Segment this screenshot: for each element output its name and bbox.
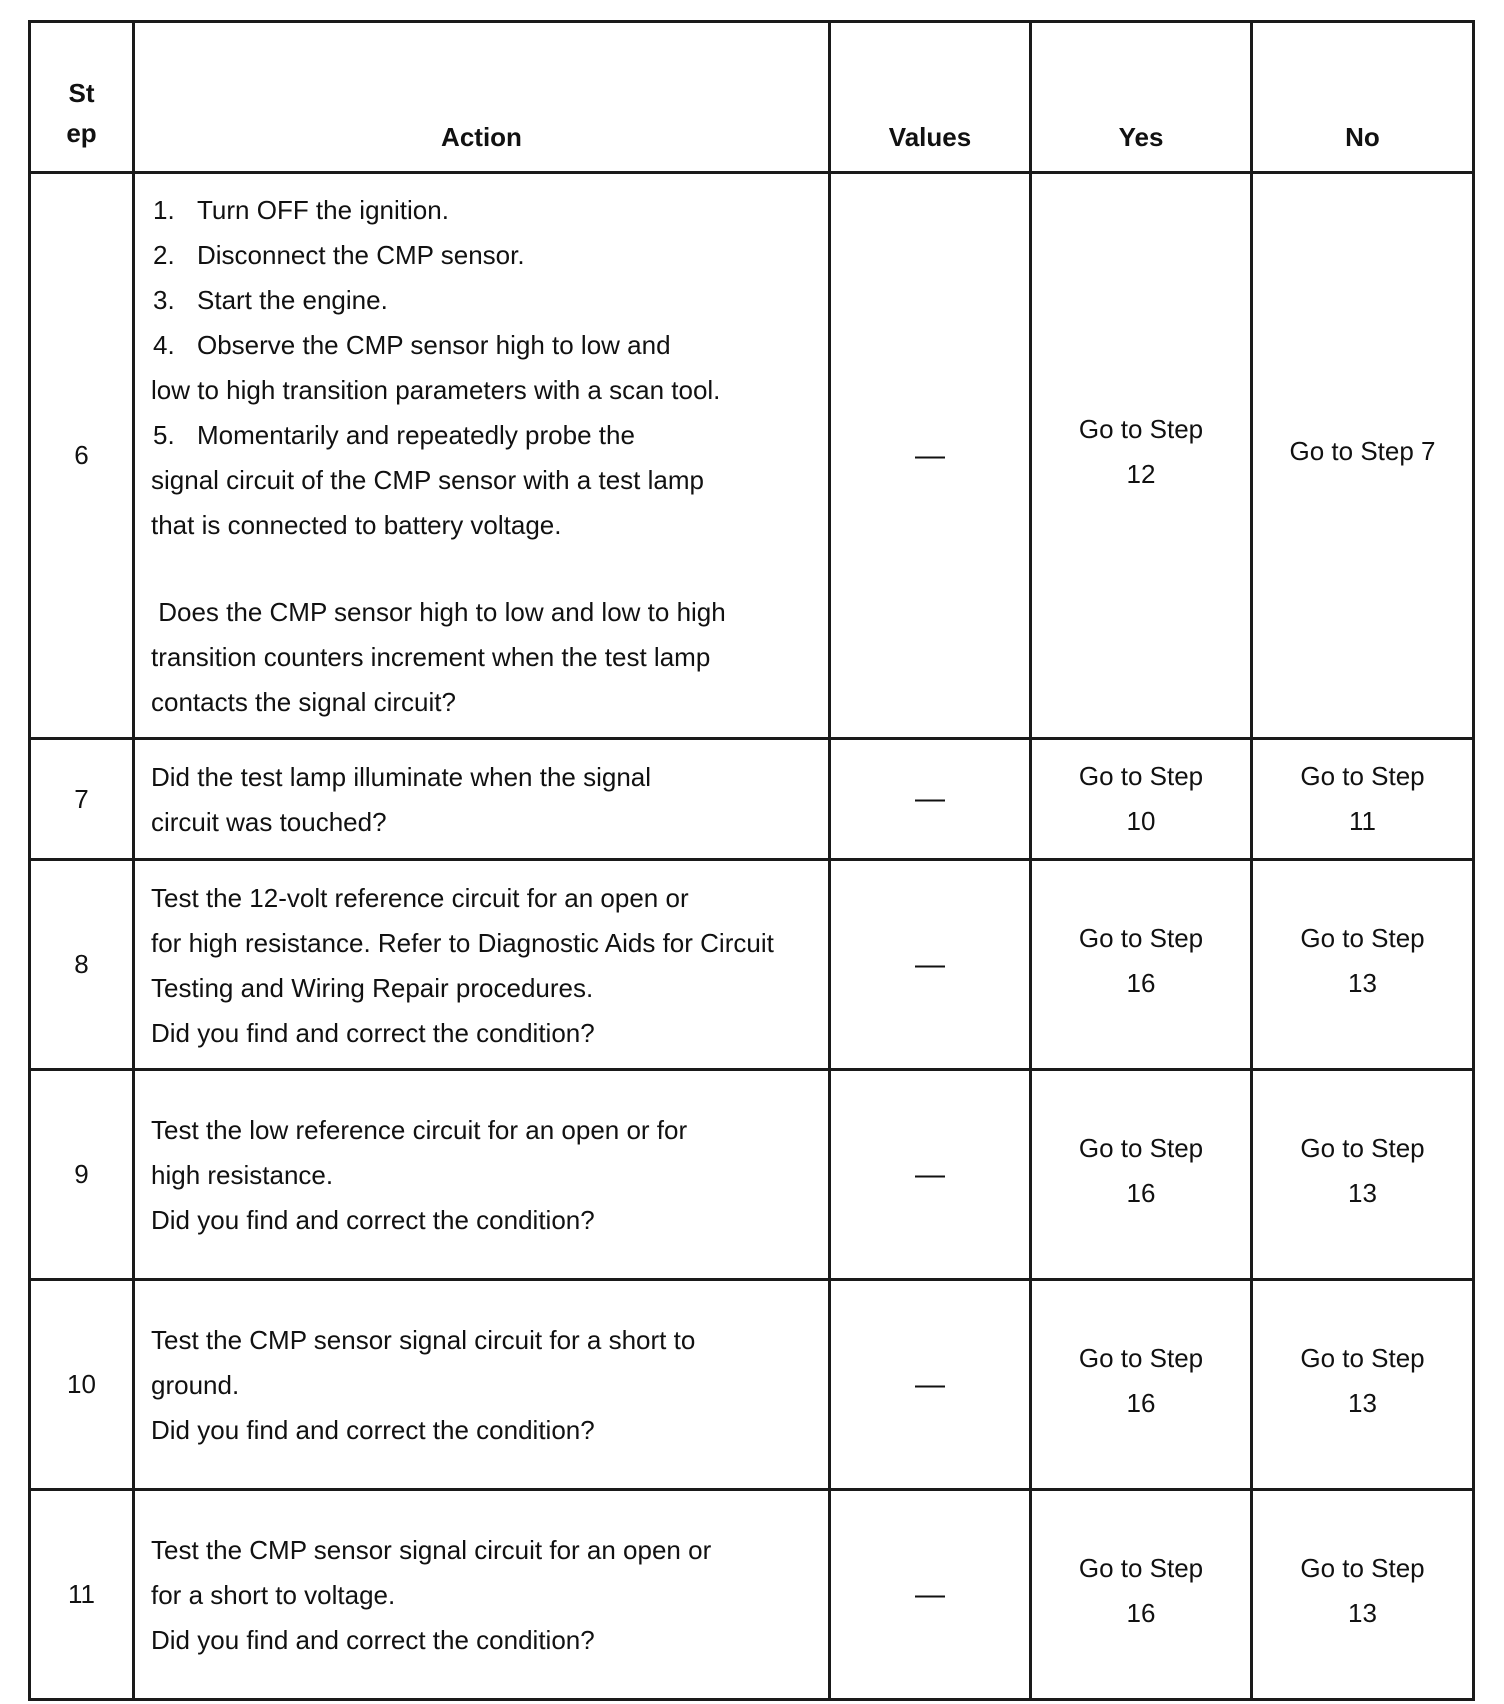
action-text-line: for a short to voltage. (151, 1580, 396, 1610)
step-number: 7 (30, 739, 134, 860)
action-list-item (151, 188, 812, 233)
no-cell (1252, 1490, 1474, 1700)
action-text-line: Did you find and correct the condition? (151, 1625, 595, 1655)
action-list-text: Turn OFF the ignition. (197, 195, 449, 225)
yes-text-line: 10 (1126, 806, 1156, 836)
action-text-line: circuit was touched? (151, 807, 387, 837)
action-text-line: transition counters increment when the test lamp (151, 642, 711, 672)
action-text-line: Did you find and correct the condition? (151, 1017, 595, 1048)
action-list-number: 2. (153, 240, 175, 270)
action-list-number: 3. (153, 285, 175, 315)
header-yes: Yes (1031, 22, 1252, 173)
action-text-line: Did you find and correct the condition? (151, 1205, 595, 1235)
no-text-line: 13 (1348, 1387, 1377, 1418)
yes-cell (1031, 1490, 1252, 1700)
yes-text-line: Go to Step (1078, 922, 1204, 953)
step-number: 6 (30, 173, 134, 739)
values-cell: — (830, 173, 1031, 739)
yes-text-line: 12 (1126, 458, 1156, 489)
no-text-line: 13 (1348, 967, 1377, 998)
no-cell (1252, 739, 1474, 860)
action-list-item (151, 323, 812, 368)
action-text-line: for high resistance. Refer to Diagnostic Aids for Circuit (151, 927, 774, 958)
no-text-line: Go to Step (1300, 1132, 1425, 1163)
yes-text-line: 16 (1126, 1387, 1156, 1418)
diagnostic-table-container (28, 20, 1472, 1701)
action-cell (134, 1490, 830, 1700)
action-text-line: Test the CMP sensor signal circuit for an open or (151, 1535, 712, 1565)
action-cell (134, 173, 830, 739)
action-spacer (151, 548, 812, 590)
action-list-number: 4. (153, 330, 175, 360)
yes-cell (1031, 860, 1252, 1070)
values-cell: — (830, 1280, 1031, 1490)
step-number: 8 (30, 860, 134, 1070)
action-text-line: Does the CMP sensor high to low and low to high (151, 597, 726, 627)
table-row (30, 860, 1474, 1070)
no-cell (1252, 1280, 1474, 1490)
values-cell: — (830, 1490, 1031, 1700)
table-body (30, 173, 1474, 1700)
action-text-line: Did the test lamp illuminate when the signal (151, 762, 652, 792)
header-step-line1: St (68, 78, 95, 108)
action-list-item: low to high transition parameters with a scan tool. (151, 375, 721, 405)
no-text-line: Go to Step (1300, 1342, 1425, 1373)
no-text-line: Go to Step (1300, 1552, 1425, 1583)
no-cell (1252, 173, 1474, 739)
action-cell (134, 860, 830, 1070)
no-text-line: 13 (1348, 1597, 1377, 1628)
action-text-line: ground. (151, 1370, 240, 1400)
no-text-line: Go to Step 7 (1289, 436, 1436, 466)
action-cell (134, 1070, 830, 1280)
step-number: 10 (30, 1280, 134, 1490)
action-list-text: Observe the CMP sensor high to low and (197, 330, 671, 360)
action-list-item (151, 413, 812, 458)
action-list-item (151, 233, 812, 278)
diagnostic-table (28, 20, 1475, 1701)
table-row (30, 1280, 1474, 1490)
no-cell (1252, 860, 1474, 1070)
table-header-row (30, 22, 1474, 173)
action-text-line: Test the 12-volt reference circuit for an open or (151, 882, 689, 913)
yes-text-line: Go to Step (1078, 761, 1204, 791)
action-list-item (151, 278, 812, 323)
action-list-item: that is connected to battery voltage. (151, 510, 562, 540)
header-action: Action (134, 22, 830, 173)
header-no: No (1252, 22, 1474, 173)
action-cell (134, 1280, 830, 1490)
action-list-text: Disconnect the CMP sensor. (197, 240, 525, 270)
action-text-line: high resistance. (151, 1160, 334, 1190)
step-number: 11 (30, 1490, 134, 1700)
yes-text-line: 16 (1126, 967, 1156, 998)
no-cell (1252, 1070, 1474, 1280)
yes-text-line: Go to Step (1078, 1342, 1204, 1373)
header-values: Values (830, 22, 1031, 173)
action-list-item: signal circuit of the CMP sensor with a test lamp (151, 465, 704, 495)
table-row (30, 173, 1474, 739)
header-step-line2: ep (66, 118, 97, 148)
yes-cell (1031, 739, 1252, 860)
yes-text-line: Go to Step (1078, 1132, 1204, 1163)
values-cell: — (830, 1070, 1031, 1280)
table-row (30, 1490, 1474, 1700)
values-cell: — (830, 739, 1031, 860)
no-text-line: Go to Step (1300, 761, 1425, 791)
table-row (30, 739, 1474, 860)
action-list-text: Momentarily and repeatedly probe the (197, 420, 635, 450)
action-text-line: Did you find and correct the condition? (151, 1415, 595, 1445)
values-cell: — (830, 860, 1031, 1070)
action-cell (134, 739, 830, 860)
yes-text-line: Go to Step (1078, 1552, 1204, 1583)
yes-text-line: 16 (1126, 1177, 1156, 1208)
action-list-number: 5. (153, 420, 175, 450)
step-number: 9 (30, 1070, 134, 1280)
action-text-line: contacts the signal circuit? (151, 687, 456, 717)
action-text-line: Test the low reference circuit for an open or for (151, 1115, 688, 1145)
action-list-text: Start the engine. (197, 285, 388, 315)
action-list-number: 1. (153, 195, 175, 225)
yes-text-line: 16 (1126, 1597, 1156, 1628)
table-row (30, 1070, 1474, 1280)
no-text-line: 11 (1349, 806, 1376, 836)
yes-cell (1031, 1280, 1252, 1490)
yes-cell (1031, 173, 1252, 739)
action-text-line: Test the CMP sensor signal circuit for a short to (151, 1325, 696, 1355)
no-text-line: Go to Step (1300, 922, 1425, 953)
no-text-line: 13 (1348, 1177, 1377, 1208)
yes-text-line: Go to Step (1078, 413, 1204, 444)
action-text-line: Testing and Wiring Repair procedures. (151, 972, 594, 1003)
yes-cell (1031, 1070, 1252, 1280)
header-step (30, 22, 134, 173)
